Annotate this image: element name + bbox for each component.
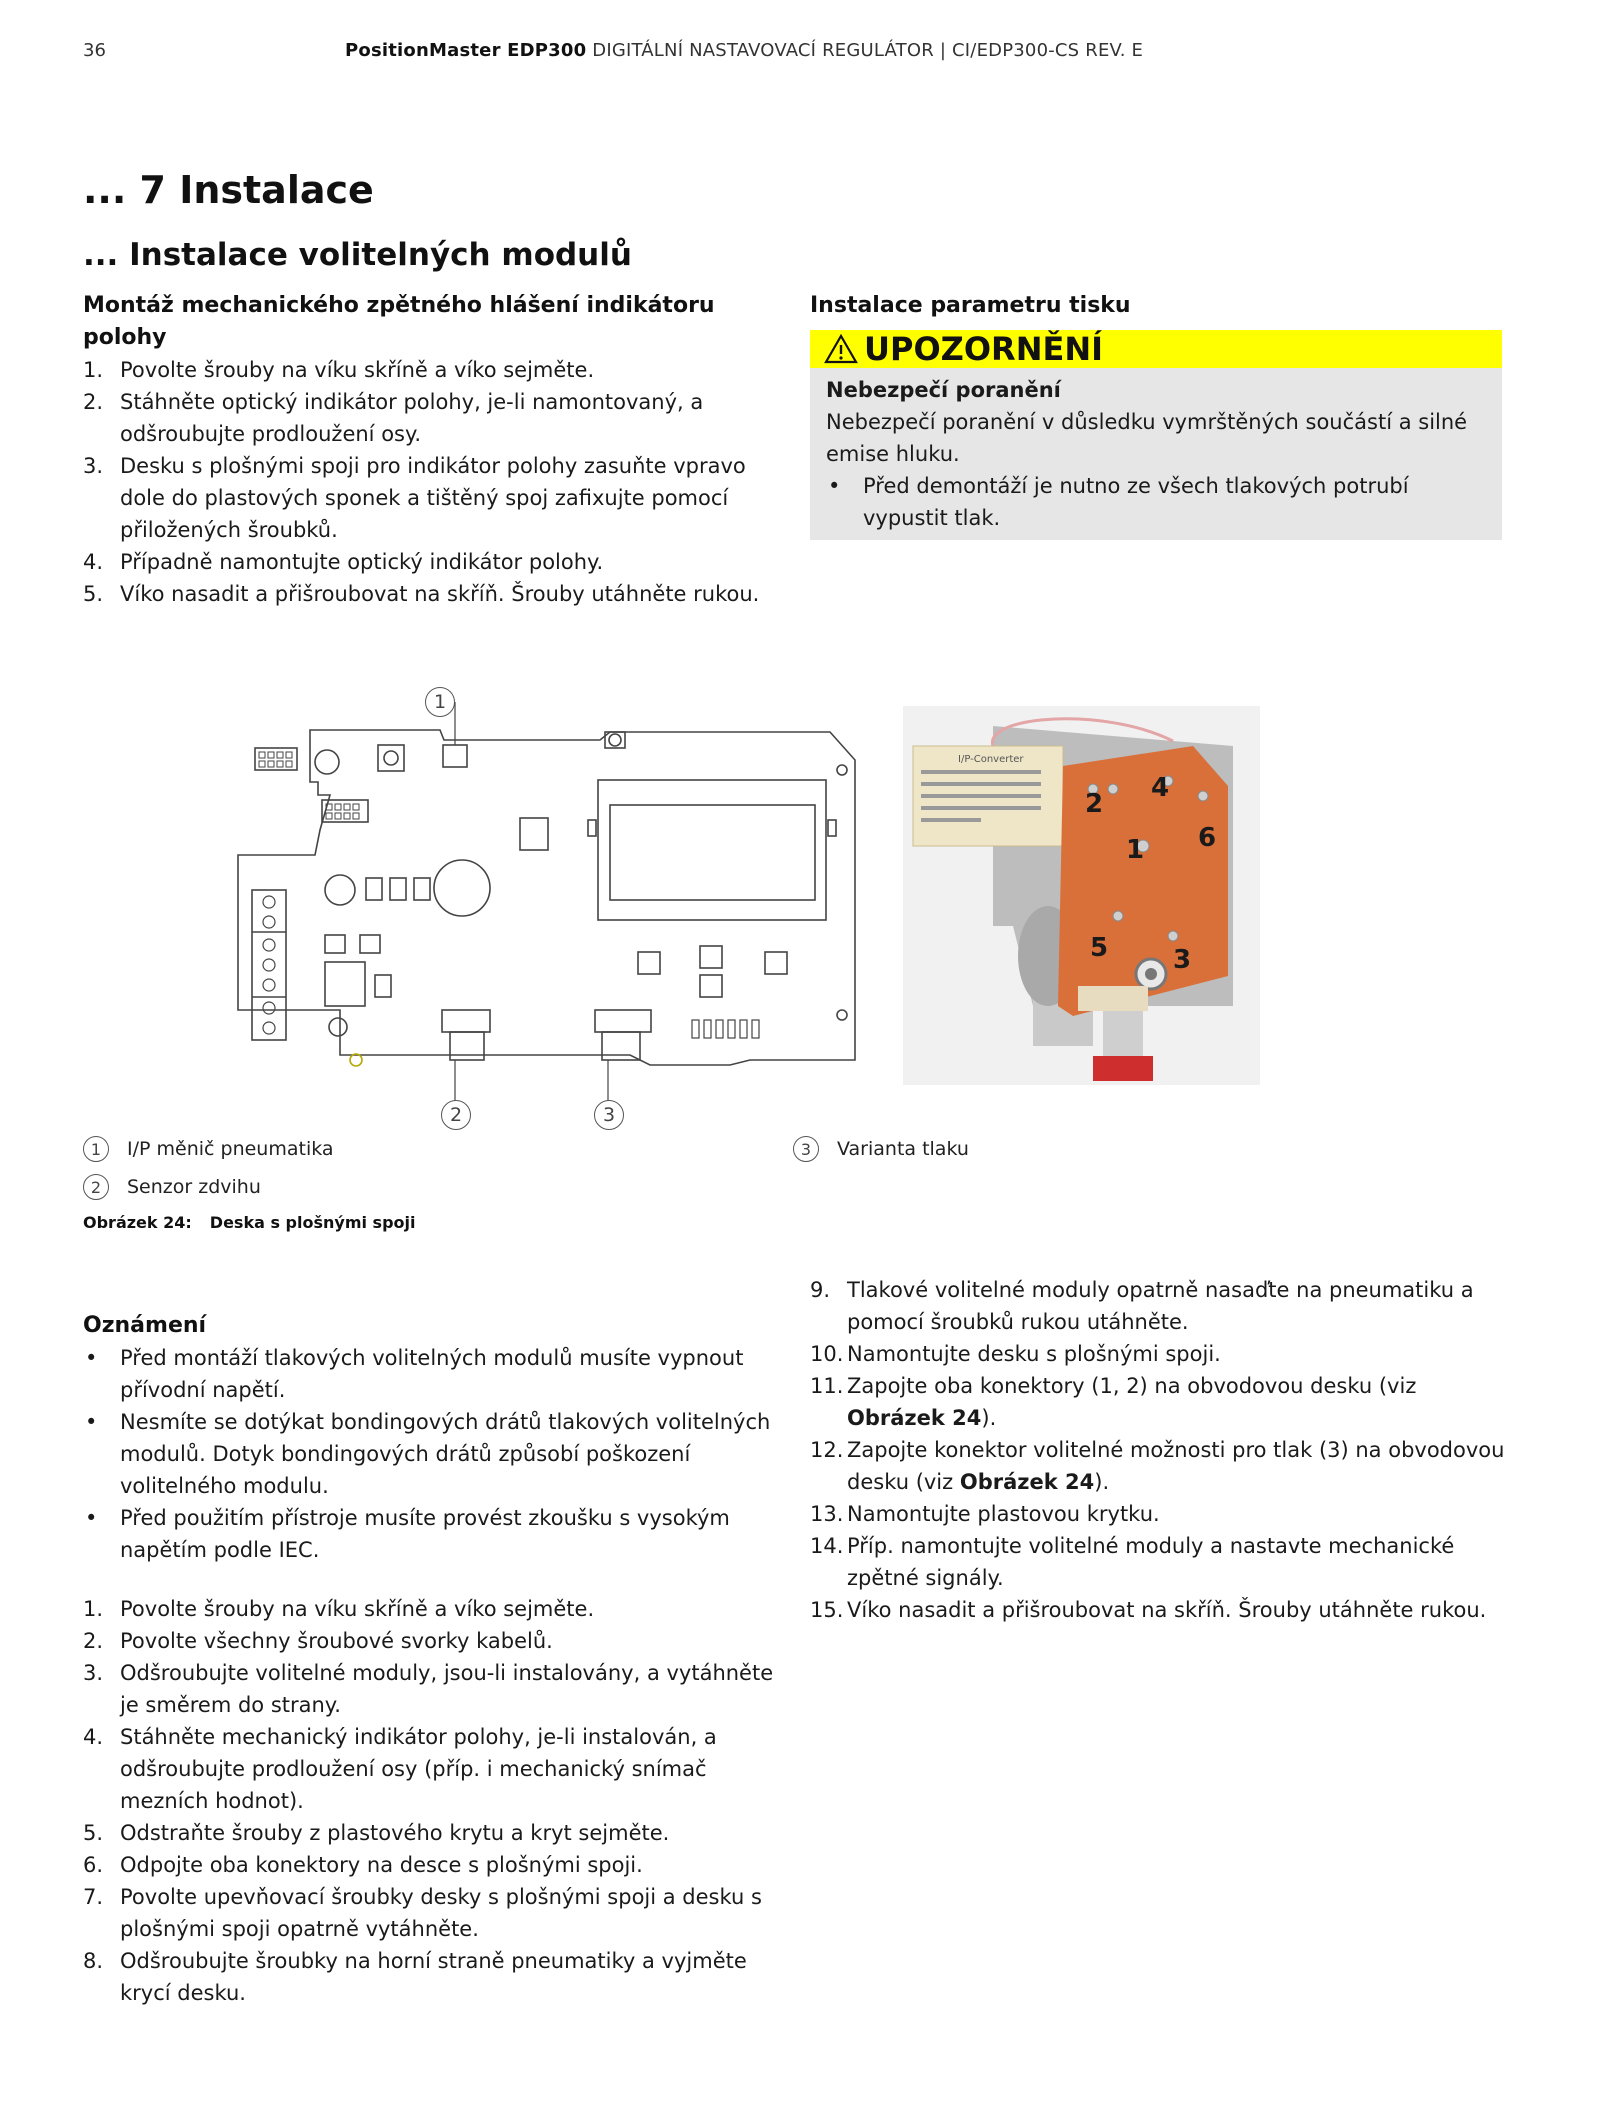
step-text: Víko nasadit a přišroubovat na skříň. Šrouby utáhněte rukou. bbox=[120, 582, 760, 606]
step-number: 12. bbox=[810, 1438, 844, 1462]
notice-bullet: • Nesmíte se dotýkat bondingových drátů tlakových volitelných modulů. Dotyk bondingových drátů způsobí poškození volitelného modulu. bbox=[83, 1406, 788, 1502]
step-text: Povolte všechny šroubové svorky kabelů. bbox=[120, 1629, 553, 1653]
figure-caption-text: Deska s plošnými spoji bbox=[209, 1213, 416, 1232]
warning-triangle-icon bbox=[824, 334, 858, 364]
list-item bbox=[83, 1721, 788, 1817]
step-text: Namontujte desku s plošnými spoji. bbox=[847, 1342, 1221, 1366]
warning-bullet: • Před demontáží je nutno ze všech tlakových potrubí vypustit tlak. bbox=[826, 470, 1488, 534]
step-text: Odstraňte šrouby z plastového krytu a kryt sejměte. bbox=[120, 1821, 670, 1845]
step-text: Stáhněte mechanický indikátor polohy, je-li instalován, a odšroubujte prodloužení osy (příp. i mechanický snímač mezních hodnot). bbox=[120, 1725, 717, 1813]
step-number: 7. bbox=[83, 1885, 104, 1909]
document-id: DIGITÁLNÍ NASTAVOVACÍ REGULÁTOR | CI/EDP300-CS REV. E bbox=[586, 40, 1144, 61]
mechanical-feedback-steps bbox=[83, 354, 783, 610]
page-number: 36 bbox=[83, 40, 106, 61]
mechanical-feedback-heading: Montáž mechanického zpětného hlášení indikátoru polohy bbox=[83, 293, 715, 350]
chapter-title: ... 7 Instalace bbox=[83, 168, 374, 212]
notice-bullet: • Před použitím přístroje musíte provést zkoušku s vysokým napětím podle IEC. bbox=[83, 1502, 788, 1566]
list-item bbox=[83, 450, 783, 546]
list-item bbox=[83, 1593, 788, 1625]
pressure-option-heading: Instalace parametru tisku bbox=[810, 293, 1131, 318]
legend-item-1 bbox=[83, 1136, 334, 1162]
warning-label: UPOZORNĚNÍ bbox=[864, 330, 1104, 368]
step-number: 13. bbox=[810, 1502, 844, 1526]
list-item bbox=[83, 1625, 788, 1657]
step-text: Odšroubujte volitelné moduly, jsou-li instalovány, a vytáhněte je směrem do strany. bbox=[120, 1661, 774, 1717]
list-item bbox=[83, 386, 783, 450]
list-item bbox=[83, 578, 783, 610]
list-item bbox=[810, 1498, 1505, 1530]
step-number: 9. bbox=[810, 1278, 831, 1302]
photo-label-3: 3 bbox=[1173, 945, 1192, 975]
pressure-module-photo bbox=[903, 706, 1260, 1085]
step-number: 10. bbox=[810, 1342, 844, 1366]
list-item bbox=[810, 1530, 1505, 1594]
step-number: 1. bbox=[83, 358, 104, 382]
step-text: Stáhněte optický indikátor polohy, je-li namontovaný, a odšroubujte prodloužení osy. bbox=[120, 390, 704, 446]
photo-label-2: 2 bbox=[1085, 789, 1104, 819]
list-item bbox=[810, 1338, 1505, 1370]
list-item bbox=[810, 1274, 1505, 1338]
step-number: 1. bbox=[83, 1597, 104, 1621]
notice-block bbox=[83, 1310, 788, 1566]
legend-number: 2 bbox=[83, 1174, 109, 1200]
step-text: Zapojte oba konektory (1, 2) na obvodovou desku (viz bbox=[847, 1374, 1417, 1398]
callout-1: 1 bbox=[425, 687, 455, 717]
warning-bullets bbox=[826, 470, 1488, 534]
step-text: Víko nasadit a přišroubovat na skříň. Šrouby utáhněte rukou. bbox=[847, 1598, 1487, 1622]
list-item bbox=[83, 1881, 788, 1945]
step-number: 5. bbox=[83, 1821, 104, 1845]
notice-bullets bbox=[83, 1342, 788, 1566]
legend-text: Varianta tlaku bbox=[837, 1138, 969, 1160]
warning-text: Nebezpečí poranění v důsledku vymrštěných součástí a silné emise hluku. bbox=[826, 410, 1468, 466]
running-header bbox=[345, 40, 1143, 61]
step-text: Povolte šrouby na víku skříně a víko sejměte. bbox=[120, 1597, 595, 1621]
photo-label-4: 4 bbox=[1151, 773, 1170, 803]
legend-number: 1 bbox=[83, 1136, 109, 1162]
step-number: 4. bbox=[83, 550, 104, 574]
step-text: Povolte šrouby na víku skříně a víko sejměte. bbox=[120, 358, 595, 382]
step-number: 11. bbox=[810, 1374, 844, 1398]
step-number: 8. bbox=[83, 1949, 104, 1973]
step-number: 3. bbox=[83, 454, 104, 478]
step-number: 2. bbox=[83, 1629, 104, 1653]
step-number: 6. bbox=[83, 1853, 104, 1877]
step-text: Namontujte plastovou krytku. bbox=[847, 1502, 1160, 1526]
list-item bbox=[810, 1594, 1505, 1626]
notice-bullet: • Před montáží tlakových volitelných modulů musíte vypnout přívodní napětí. bbox=[83, 1342, 788, 1406]
product-name: PositionMaster EDP300 bbox=[345, 40, 587, 61]
section-title: ... Instalace volitelných modulů bbox=[83, 237, 632, 273]
legend-item-2 bbox=[83, 1174, 261, 1200]
legend-item-3 bbox=[793, 1136, 969, 1162]
warning-bar bbox=[810, 330, 1502, 368]
notice-heading: Oznámení bbox=[83, 1313, 207, 1338]
step-number: 15. bbox=[810, 1598, 844, 1622]
step-number: 2. bbox=[83, 390, 104, 414]
step-text-end: ). bbox=[1094, 1470, 1110, 1494]
photo-label-5: 5 bbox=[1090, 933, 1109, 963]
step-text: Zapojte konektor volitelné možnosti pro tlak (3) na obvodovou desku (viz bbox=[847, 1438, 1505, 1494]
step-number: 5. bbox=[83, 582, 104, 606]
photo-label-1: 1 bbox=[1126, 835, 1145, 865]
figure-reference: Obrázek 24 bbox=[959, 1470, 1095, 1494]
step-number: 3. bbox=[83, 1661, 104, 1685]
warning-content bbox=[810, 368, 1502, 540]
list-item bbox=[810, 1434, 1505, 1498]
legend-text: I/P měnič pneumatika bbox=[127, 1138, 334, 1160]
figure-caption bbox=[83, 1213, 415, 1232]
list-item bbox=[83, 1945, 788, 2009]
warning-title: Nebezpečí poranění bbox=[826, 378, 1061, 402]
legend-text: Senzor zdvihu bbox=[127, 1176, 261, 1198]
left-top-block bbox=[83, 290, 783, 610]
list-item bbox=[83, 354, 783, 386]
warning-box bbox=[810, 330, 1502, 540]
list-item bbox=[810, 1370, 1505, 1434]
figure-caption-label: Obrázek 24: bbox=[83, 1213, 192, 1232]
list-item bbox=[83, 1817, 788, 1849]
step-text: Příp. namontujte volitelné moduly a nastavte mechanické zpětné signály. bbox=[847, 1534, 1455, 1590]
photo-label-6: 6 bbox=[1198, 823, 1217, 853]
removal-steps bbox=[83, 1593, 788, 2009]
step-text: Desku s plošnými spoji pro indikátor polohy zasuňte vpravo dole do plastových sponek a tištěný spoj zafixujte pomocí přiložených šroubků. bbox=[120, 454, 746, 542]
step-text: Povolte upevňovací šroubky desky s plošnými spoji a desku s plošnými spoji opatrně vytáhněte. bbox=[120, 1885, 762, 1941]
callout-2: 2 bbox=[441, 1100, 471, 1130]
step-text: Případně namontujte optický indikátor polohy. bbox=[120, 550, 604, 574]
list-item bbox=[83, 1657, 788, 1721]
photo-sticker-title: I/P-Converter bbox=[958, 754, 1024, 765]
step-number: 4. bbox=[83, 1725, 104, 1749]
list-item bbox=[83, 546, 783, 578]
step-text: Tlakové volitelné moduly opatrně nasaďte na pneumatiku a pomocí šroubků rukou utáhněte. bbox=[847, 1278, 1474, 1334]
figure-reference: Obrázek 24 bbox=[847, 1406, 982, 1430]
step-number: 14. bbox=[810, 1534, 844, 1558]
list-item bbox=[83, 1849, 788, 1881]
step-text: Odšroubujte šroubky na horní straně pneumatiky a vyjměte krycí desku. bbox=[120, 1949, 747, 2005]
pcb-drawing bbox=[230, 670, 880, 1130]
step-text: Odpojte oba konektory na desce s plošnými spoji. bbox=[120, 1853, 643, 1877]
installation-steps bbox=[810, 1274, 1505, 1626]
callout-3: 3 bbox=[594, 1100, 624, 1130]
step-text-end: ). bbox=[981, 1406, 997, 1430]
legend-number: 3 bbox=[793, 1136, 819, 1162]
